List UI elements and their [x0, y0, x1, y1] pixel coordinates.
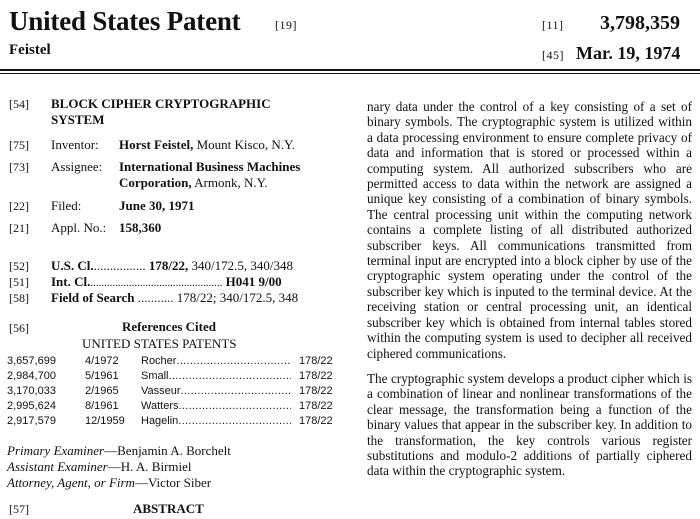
assignee-line1: International Business Machines — [119, 159, 301, 174]
field-tag-51: [51] — [9, 275, 29, 289]
references-heading: References Cited — [122, 319, 216, 334]
field-tag-58: [58] — [9, 291, 29, 305]
invention-title-line1: BLOCK CIPHER CRYPTOGRAPHIC — [51, 96, 271, 111]
ref-date: 2/1965 — [85, 385, 119, 397]
primary-examiner-label: Primary Examiner — [7, 443, 105, 458]
search-row — [51, 290, 298, 306]
primary-examiner — [7, 443, 231, 459]
field-tag-52: [52] — [9, 259, 29, 273]
ref-name: Watters ..... — [141, 400, 291, 412]
ref-number: 3,657,699 — [7, 355, 56, 367]
ref-name: Rocher ..... — [141, 355, 291, 367]
inventor-place: Mount Kisco, N.Y. — [193, 137, 295, 152]
ref-date: 12/1959 — [85, 415, 125, 427]
us-class-dots: ................ — [93, 258, 146, 273]
field-tag-54: [54] — [9, 97, 29, 111]
int-class-dots: ................................................ — [90, 277, 223, 289]
inventor-label: Inventor: — [51, 137, 99, 152]
patent-number: 3,798,359 — [600, 12, 680, 34]
assistant-examiner-name: —H. A. Birmiel — [107, 459, 192, 474]
field-tag-56: [56] — [9, 321, 29, 335]
table-row — [7, 385, 347, 398]
patent-number-tag: [11] — [542, 18, 564, 32]
table-row — [7, 370, 347, 383]
us-class-rest: 340/172.5, 340/348 — [188, 258, 293, 273]
inventor-surname: Feistel — [9, 42, 51, 58]
ref-class: 178/22 — [299, 415, 333, 427]
field-tag-22: [22] — [9, 199, 29, 213]
header-rule-thin — [0, 73, 700, 74]
field-tag-21: [21] — [9, 221, 29, 235]
field-tag-73: [73] — [9, 160, 29, 174]
abstract-heading: ABSTRACT — [133, 501, 204, 516]
search-dots: ........... — [137, 290, 174, 305]
patent-date: Mar. 19, 1974 — [576, 43, 681, 63]
int-class-value: H041 9/00 — [225, 274, 282, 289]
abstract-body — [367, 99, 692, 489]
ref-class: 178/22 — [299, 400, 333, 412]
abstract-paragraph-1: nary data under the control of a key consisting of a set of binary symbols. The cryptographic system is utilized within a data processing environment to ensure complete privacy of data and information that is stored or processed within a computing system. All authorized subscribers who are permitted access to data within the network are assigned a unique key consisting of a combination of binary symbols. The central processing unit within the computing network contains a complete listing of all distributed authorized subscriber keys. All communications transmitted from terminal input are encrypted into a block cipher by use of the cryptographic system operating under the control of the subscriber key which is inputed to the terminal device. At the receiving station or central processing unit, an identical subscriber key which is obtained from internal tables stored within the computing system is used to decipher all received ciphered communications. — [367, 99, 692, 361]
search-value: 178/22; 340/172.5, 348 — [176, 290, 299, 305]
assignee-place: Armonk, N.Y. — [191, 175, 268, 190]
us-class-label: U.S. Cl. — [51, 258, 94, 273]
ref-name: Hagelin ..... — [141, 415, 291, 427]
us-class-row — [51, 258, 293, 274]
references-subheading: UNITED STATES PATENTS — [82, 336, 237, 351]
assignee-label: Assignee: — [51, 159, 103, 174]
assistant-examiner-label: Assistant Examiner — [7, 459, 108, 474]
appl-label: Appl. No.: — [51, 220, 107, 235]
field-tag-75: [75] — [9, 138, 29, 152]
ref-date: 5/1961 — [85, 370, 119, 382]
ref-number: 2,984,700 — [7, 370, 56, 382]
header-rule — [0, 69, 700, 71]
us-class-primary: 178/22, — [148, 258, 189, 273]
attorney-name: —Victor Siber — [134, 475, 212, 490]
table-row — [7, 415, 347, 428]
primary-examiner-name: —Benjamin A. Borchelt — [104, 443, 231, 458]
header-tag-19: [19] — [275, 18, 297, 32]
assignee-line2 — [119, 175, 268, 191]
ref-name: Small ..... — [141, 370, 291, 382]
patent-header-title: United States Patent — [9, 6, 241, 36]
table-row — [7, 355, 347, 368]
inventor-value — [119, 137, 295, 153]
field-tag-57: [57] — [9, 502, 29, 516]
abstract-paragraph-2: The cryptographic system develops a product cipher which is a combination of linear and nonlinear transformations of the clear message, the transformation being a function of the binary values that appear in the subscriber key. In addition to the transformation, the key controls various register substitutions and modulo-2 additions of partially ciphered data within the cryptographic system. — [367, 370, 692, 479]
appl-value: 158,360 — [119, 220, 162, 235]
ref-class: 178/22 — [299, 385, 333, 397]
ref-name: Vasseur ..... — [141, 385, 291, 397]
assignee-corp: Corporation, — [119, 175, 192, 190]
ref-class: 178/22 — [299, 370, 333, 382]
assistant-examiner — [7, 459, 192, 475]
ref-date: 8/1961 — [85, 400, 119, 412]
table-row — [7, 400, 347, 413]
ref-date: 4/1972 — [85, 355, 119, 367]
filed-value: June 30, 1971 — [119, 198, 195, 213]
ref-number: 2,917,579 — [7, 415, 56, 427]
ref-number: 3,170,033 — [7, 385, 56, 397]
attorney-label: Attorney, Agent, or Firm — [7, 475, 135, 490]
filed-label: Filed: — [51, 198, 82, 213]
invention-title-line2: SYSTEM — [51, 112, 105, 127]
date-tag: [45] — [542, 48, 564, 62]
int-class-row — [51, 274, 282, 290]
ref-number: 2,995,624 — [7, 400, 56, 412]
int-class-label: Int. Cl. — [51, 274, 91, 289]
ref-class: 178/22 — [299, 355, 333, 367]
attorney — [7, 475, 211, 491]
inventor-name: Horst Feistel, — [119, 137, 194, 152]
search-label: Field of Search — [51, 290, 135, 305]
